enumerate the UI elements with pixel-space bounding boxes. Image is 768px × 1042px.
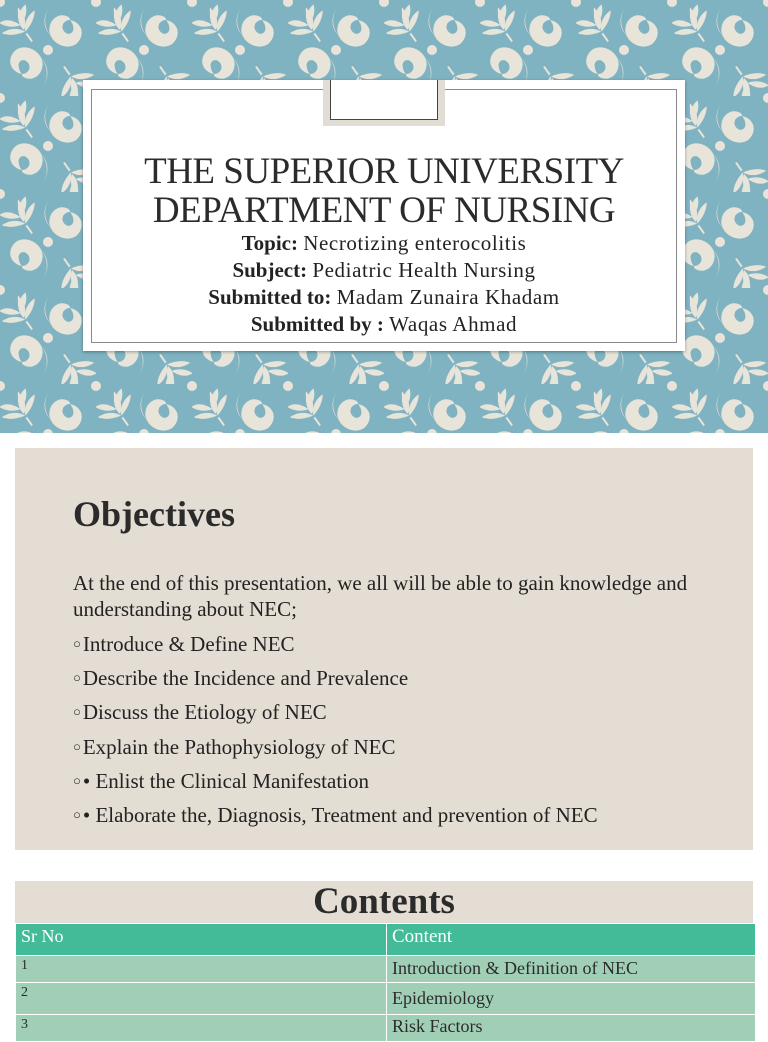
title-slide	[0, 0, 768, 433]
row-content: Epidemiology	[387, 983, 756, 1015]
list-item: ○Introduce & Define NEC	[73, 632, 295, 656]
row-content: Introduction & Definition of NEC	[387, 956, 756, 983]
circle-bullet-icon: ○	[73, 670, 81, 686]
list-item: ○• Elaborate the, Diagnosis, Treatment and prevention of NEC	[73, 802, 598, 827]
table-row	[16, 983, 756, 1015]
objectives-heading: Objectives	[73, 494, 235, 534]
contents-table	[15, 923, 756, 1042]
table-header-row	[16, 924, 756, 956]
submitted-by-row	[83, 311, 685, 338]
title-card	[83, 80, 685, 351]
department-name: DEPARTMENT OF NURSING	[152, 190, 616, 231]
subject-row	[83, 257, 685, 284]
list-item: ○Explain the Pathophysiology of NEC	[73, 734, 396, 759]
row-number: 2	[16, 983, 387, 1015]
topic-label: Topic:	[241, 231, 298, 255]
submitted-to-label: Submitted to:	[208, 285, 332, 309]
objectives-intro: At the end of this presentation, we all will be able to gain knowledge and understanding about NEC;	[73, 571, 688, 621]
submitted-to-value: Madam Zunaira Khadam	[336, 285, 560, 309]
circle-bullet-icon: ○	[73, 704, 81, 720]
contents-slide	[15, 881, 753, 1036]
objectives-list	[73, 632, 598, 837]
objectives-slide	[15, 448, 753, 850]
submitted-to-row	[83, 284, 685, 311]
table-row	[16, 1015, 756, 1042]
title-card-tab-box	[330, 80, 438, 120]
submitted-by-label: Submitted by :	[250, 312, 384, 336]
table-row	[16, 956, 756, 983]
subject-value: Pediatric Health Nursing	[312, 258, 536, 282]
subject-label: Subject:	[232, 258, 308, 282]
list-item: ○• Enlist the Clinical Manifestation	[73, 768, 369, 793]
list-item: ○Discuss the Etiology of NEC	[73, 700, 327, 725]
column-header-content: Content	[387, 924, 756, 956]
list-item: ○Describe the Incidence and Prevalence	[73, 666, 409, 691]
contents-heading: Contents	[313, 881, 455, 922]
column-header-sr-no: Sr No	[16, 924, 387, 956]
row-content: Risk Factors	[387, 1015, 756, 1042]
circle-bullet-icon: ○	[73, 806, 81, 822]
circle-bullet-icon: ○	[73, 636, 81, 651]
circle-bullet-icon: ○	[73, 772, 81, 788]
circle-bullet-icon: ○	[73, 738, 81, 754]
row-number: 3	[16, 1015, 387, 1042]
presentation-title	[83, 152, 685, 230]
topic-row	[83, 230, 685, 257]
row-number: 1	[16, 956, 387, 983]
presentation-info	[83, 230, 685, 338]
submitted-by-value: Waqas Ahmad	[389, 312, 518, 336]
university-name: THE SUPERIOR UNIVERSITY	[144, 151, 624, 192]
topic-value: Necrotizing enterocolitis	[303, 231, 527, 255]
